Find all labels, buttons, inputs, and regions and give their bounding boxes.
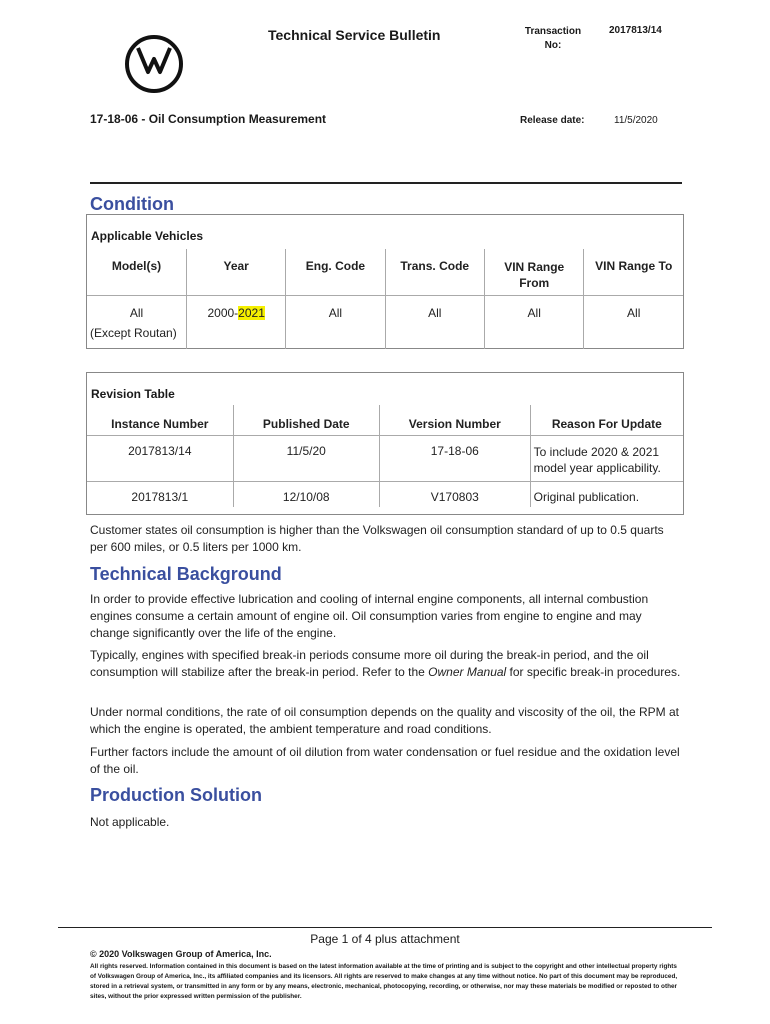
cell-trans-code: All bbox=[385, 295, 484, 349]
col-header-year: Year bbox=[187, 249, 286, 295]
col-header-models: Model(s) bbox=[87, 249, 187, 295]
production-solution-text: Not applicable. bbox=[90, 815, 170, 829]
cell-model bbox=[87, 295, 187, 349]
col-header-reason: Reason For Update bbox=[551, 417, 662, 431]
col-header-vin-from: VIN Range From bbox=[484, 249, 584, 295]
customer-statement: Customer states oil consumption is higher than the Volkswagen oil consumption standard of up to 0.5 quarts per 600 miles, or 0.5 liters per 1000 km. bbox=[90, 523, 664, 554]
background-paragraph-2 bbox=[90, 647, 684, 681]
revision-table bbox=[86, 372, 684, 515]
release-date-value: 11/5/2020 bbox=[614, 115, 658, 126]
owner-manual-reference: Owner Manual bbox=[428, 665, 507, 679]
cell-year bbox=[187, 295, 286, 349]
model-note: (Except Routan) bbox=[90, 325, 177, 340]
header-divider bbox=[90, 182, 682, 184]
legal-notice: All rights reserved. Information contained in this document is based on the latest information available at the time of printing and is subject to the copyright and other intellectual property rights of Volkswagen Group of America, Inc., its affiliated companies and its licensors. All rights are reserved to make changes at any time without notice. No part of this document may be reproduced, stored in a retrieval system, or transmitted in any form or by any means, electronic, mechanical, photocopying, recording, or otherwise, nor may these materials be modified or reposted to other sites, without the prior expressed written permission of the publisher. bbox=[90, 963, 678, 1000]
copyright: © 2020 Volkswagen Group of America, Inc. bbox=[90, 949, 272, 959]
table-row bbox=[87, 481, 683, 507]
vw-logo-icon bbox=[124, 34, 184, 94]
page-number: Page 1 of 4 plus attachment bbox=[310, 932, 460, 946]
col-header-published-date: Published Date bbox=[233, 405, 379, 435]
col-header-vin-to: VIN Range To bbox=[595, 259, 673, 273]
row-date: 11/5/20 bbox=[233, 435, 379, 481]
col-header-trans-code: Trans. Code bbox=[385, 249, 484, 295]
cell-vin-from: All bbox=[484, 295, 584, 349]
bulletin-title: Technical Service Bulletin bbox=[268, 27, 441, 43]
col-header-instance: Instance Number bbox=[87, 405, 233, 435]
model-value: All bbox=[129, 305, 144, 320]
row-version: 17-18-06 bbox=[379, 435, 530, 481]
technical-background-heading: Technical Background bbox=[90, 564, 282, 584]
year-highlight: 2021 bbox=[238, 305, 265, 320]
row-instance: 2017813/1 bbox=[87, 481, 233, 507]
condition-heading: Condition bbox=[90, 194, 174, 214]
background-paragraph-3: Under normal conditions, the rate of oil consumption depends on the quality and viscosity of the oil, the RPM at which the engine is operated, the ambient temperature and road conditions. bbox=[90, 705, 679, 736]
revision-table-caption: Revision Table bbox=[91, 387, 175, 401]
table-row bbox=[87, 435, 683, 481]
bulletin-subtitle: 17-18-06 - Oil Consumption Measurement bbox=[90, 112, 327, 126]
transaction-label: Transaction No: bbox=[524, 26, 582, 51]
applicable-vehicles-table bbox=[86, 214, 684, 349]
col-header-eng-code: Eng. Code bbox=[286, 249, 385, 295]
transaction-value: 2017813/14 bbox=[609, 25, 662, 36]
background-paragraph-4: Further factors include the amount of oil dilution from water condensation or fuel residue and the oxidation level of the oil. bbox=[90, 745, 680, 776]
background-paragraph-1: In order to provide effective lubrication and cooling of internal engine components, all internal combustion engines consume a certain amount of engine oil. Oil consumption varies from engine to engine and may change significantly over the life of the engine. bbox=[90, 592, 649, 640]
production-solution-heading: Production Solution bbox=[90, 785, 262, 805]
row-reason: To include 2020 & 2021 model year applicability. bbox=[530, 435, 683, 481]
applicable-vehicles-caption: Applicable Vehicles bbox=[91, 229, 204, 243]
p2-text-after: for specific break-in procedures. bbox=[506, 665, 681, 679]
p2-text-before: Typically, engines with specified break-in periods consume more oil during the break-in period, and the oil consumption will stabilize after the break-in period. Refer to the bbox=[90, 648, 649, 679]
cell-vin-to: All bbox=[584, 295, 683, 349]
row-reason: Original publication. bbox=[530, 481, 683, 507]
cell-eng-code: All bbox=[286, 295, 385, 349]
release-date-label: Release date: bbox=[520, 115, 585, 126]
footer-divider bbox=[58, 927, 712, 928]
col-header-version: Version Number bbox=[379, 405, 530, 435]
year-prefix: 2000- bbox=[207, 305, 239, 320]
row-instance: 2017813/14 bbox=[87, 435, 233, 481]
row-version: V170803 bbox=[379, 481, 530, 507]
row-date: 12/10/08 bbox=[233, 481, 379, 507]
